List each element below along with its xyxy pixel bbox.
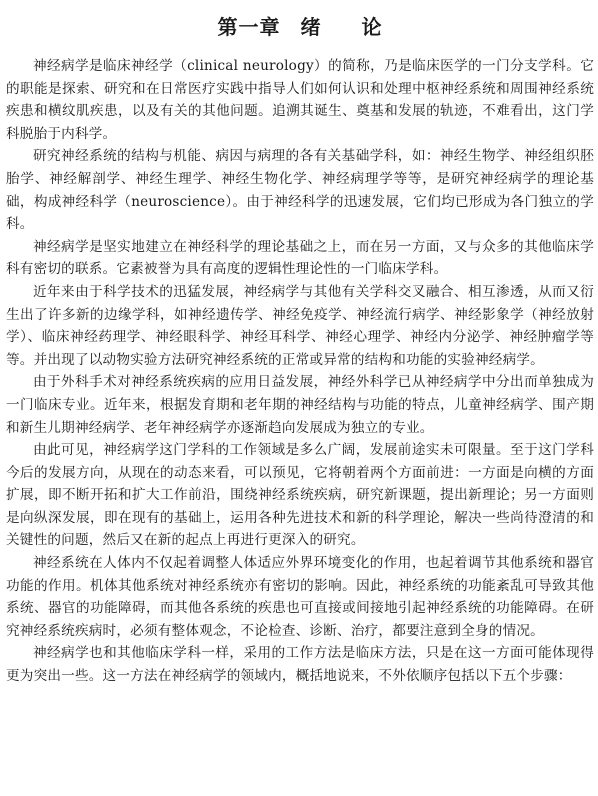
chapter-title-part1: 绪 [300, 15, 322, 39]
paragraph: 神经病学是临床神经学（clinical neurology）的简称，乃是临床医学的一门分支学科。它的职能是探索、研究和在日常医疗实践中指导人们如何认识和处理中枢神经系统和周围神经系统疾患和横纹肌疾患，以及有关的其他问题。追溯其诞生、奠基和发展的轨迹，不难看出，这门学科脱胎于内科学。 [6, 58, 594, 142]
chapter-title [6, 12, 594, 42]
paragraph: 由此可见，神经病学这门学科的工作领域是多么广阔，发展前途实未可限量。至于这门学科今后的发展方向，从现在的动态来看，可以预见，它将朝着两个方面前进：一方面是向横的方面扩展，即不断开拓和扩大工作前沿，围绕神经系统疾病，研究新课题，提出新理论；另一方面则是向纵深发展，即在现有的基础上，运用各种先进技术和新的科学理论，解决一些尚待澄清的和关键性的问题，然后又在新的起点上再进行更深入的研究。 [6, 442, 594, 549]
chapter-number: 第一章 [217, 15, 281, 39]
paragraph: 神经病学也和其他临床学科一样，采用的工作方法是临床方法，只是在这一方面可能体现得更为突出一些。这一方法在神经病学的领域内，概括地说来，不外依顺序包括以下五个步骤： [6, 645, 594, 685]
chapter-title-part2: 论 [361, 15, 383, 39]
paragraph: 神经系统在人体内不仅起着调整人体适应外界环境变化的作用，也起着调节其他系统和器官功能的作用。机体其他系统对神经系统亦有密切的影响。因此，神经系统的功能紊乱可导致其他系统、器官的功能障碍，而其他各系统的疾患也可直接或间接地引起神经系统的功能障碍。在研究神经系统疾病时，必须有整体观念，不论检查、诊断、治疗，都要注意到全身的情况。 [6, 555, 594, 639]
paragraph: 研究神经系统的结构与机能、病因与病理的各有关基础学科，如：神经生物学、神经组织胚胎学、神经解剖学、神经生理学、神经生物化学、神经病理学等等，是研究神经病学的理论基础，构成神经科学（neuroscience）。由于神经科学的迅速发展，它们均已形成为各门独立的学科。 [6, 148, 594, 233]
paragraph: 神经病学是坚实地建立在神经科学的理论基础之上，而在另一方面，又与众多的其他临床学科有密切的联系。它素被誉为具有高度的逻辑性理论性的一门临床学科。 [6, 238, 594, 278]
paragraph: 由于外科手术对神经系统疾病的应用日益发展，神经外科学已从神经病学中分出而单独成为一门临床专业。近年来，根据发育期和老年期的神经结构与功能的特点，儿童神经病学、围产期和新生儿期神经病学、老年神经病学亦逐渐趋向发展成为独立的专业。 [6, 374, 594, 436]
paragraph: 近年来由于科学技术的迅猛发展，神经病学与其他有关学科交叉融合、相互渗透，从而又衍生出了许多新的边缘学科，如神经遗传学、神经免疫学、神经流行病学、神经影象学（神经放射学）、临床神经药理学、神经眼科学、神经耳科学、神经心理学、神经内分泌学、神经肿瘤学等等。并出现了以动物实验方法研究神经系统的正常或异常的结构和功能的实验神经病学。 [6, 283, 594, 368]
